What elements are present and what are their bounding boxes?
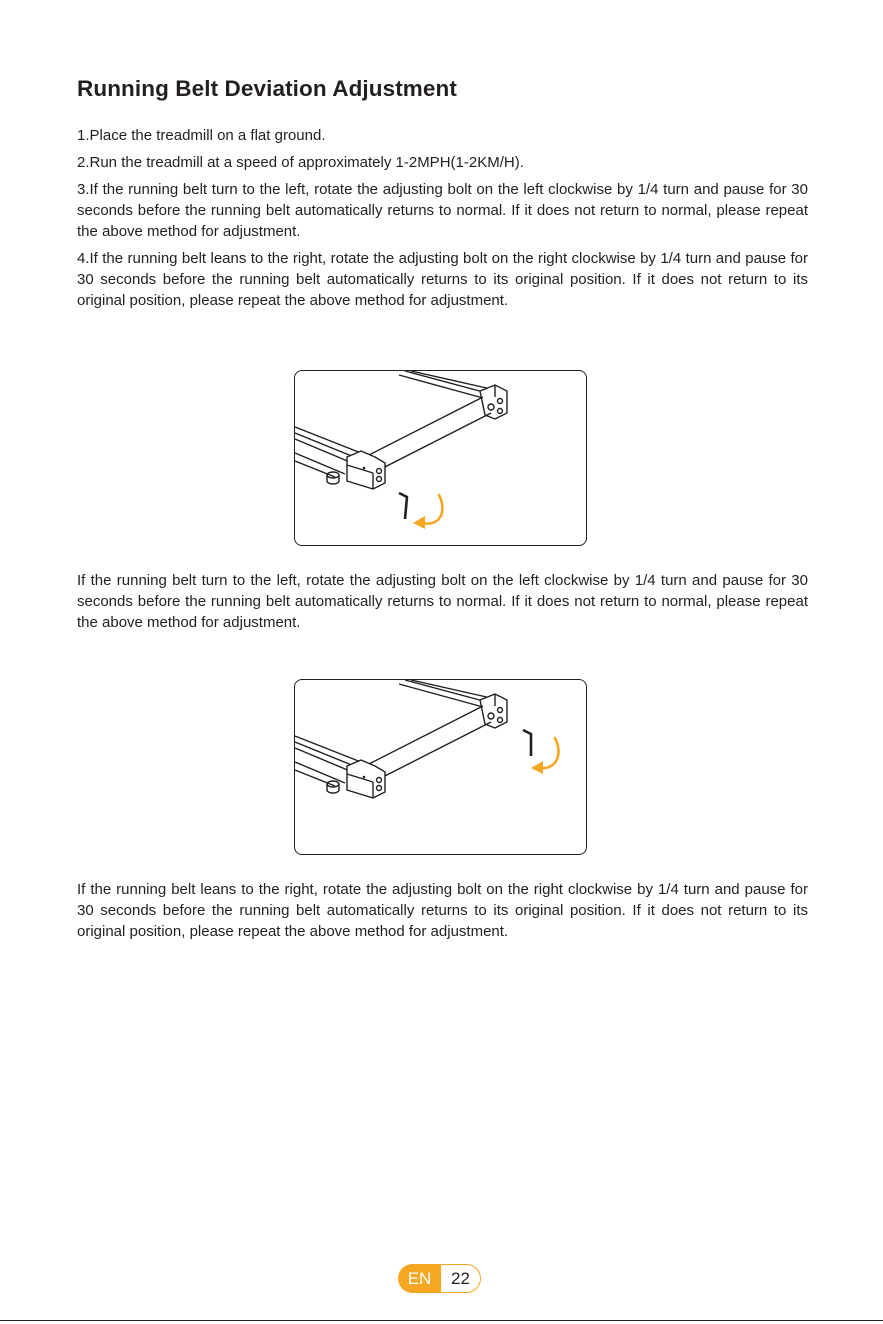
figure-1-caption: If the running belt turn to the left, rotate the adjusting bolt on the left clockwise by 1/4 turn and pause for 30 seconds before the running belt automatically returns to normal. If it does not return to normal, please repeat the above method for adjustment. <box>77 572 808 631</box>
language-label: EN <box>398 1264 441 1293</box>
page-number: 22 <box>441 1264 481 1293</box>
bottom-rule <box>0 1320 883 1321</box>
figure-left-bolt-adjustment <box>294 370 587 546</box>
hex-wrench-icon <box>399 493 407 519</box>
step-1: 1.Place the treadmill on a flat ground. <box>77 127 326 144</box>
figure-2-caption: If the running belt leans to the right, rotate the adjusting bolt on the right clockwise by 1/4 turn and pause for 30 seconds before the running belt automatically returns to its original position. If it does not return to its original position, please repeat the above method for adjustment. <box>77 881 808 940</box>
step-2: 2.Run the treadmill at a speed of approximately 1-2MPH(1-2KM/H). <box>77 154 524 171</box>
instruction-steps <box>77 125 808 317</box>
hex-wrench-icon <box>523 730 531 756</box>
page-number-badge <box>398 1264 481 1293</box>
step-4: 4.If the running belt leans to the right, rotate the adjusting bolt on the right clockwise by 1/4 turn and pause for 30 seconds before the running belt automatically returns to its original position. If it does not return to its original position, please repeat the above method for adjustment. <box>77 250 808 309</box>
treadmill-rear-roller-illustration <box>295 371 587 546</box>
page-title: Running Belt Deviation Adjustment <box>77 76 457 101</box>
figure-right-bolt-adjustment <box>294 679 587 855</box>
step-3: 3.If the running belt turn to the left, rotate the adjusting bolt on the left clockwise by 1/4 turn and pause for 30 seconds before the running belt automatically returns to normal. If it does not return to normal, please repeat the above method for adjustment. <box>77 181 808 240</box>
treadmill-rear-roller-illustration <box>295 680 587 855</box>
